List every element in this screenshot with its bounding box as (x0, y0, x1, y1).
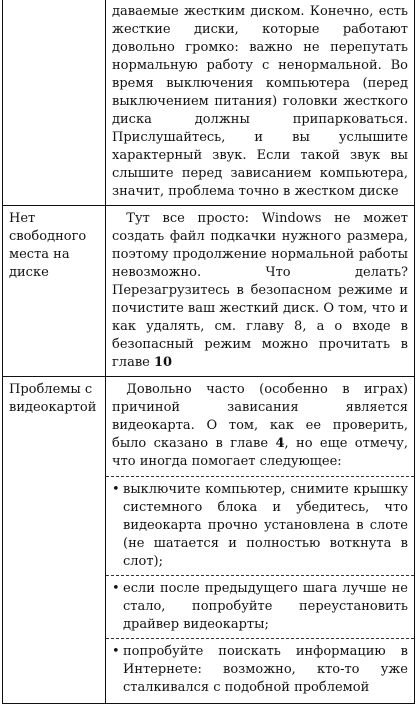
chapter-reference: 10 (153, 355, 173, 370)
list-item (106, 638, 414, 699)
solution-text: Довольно часто (особенно в играх) причиной зависания является видеокарта. О том, как ее проверить, было сказано в главе (112, 382, 408, 451)
list-item-text: попробуйте поискать информацию в Интернете: возможно, кто-то уже сталкивался с подобной проблемой (123, 644, 408, 695)
bullet-list (106, 476, 414, 699)
solution-cell (106, 0, 415, 206)
solution-text: , но еще отмечу, что иногда помогает следующее: (112, 436, 409, 469)
solution-text: Тут все просто: Windows не может создать файл подкачки нужного размера, поэтому продолжение нормальной работы невозможно. Что делать? Перезагрузитесь в безопасном режиме и почистите ваш жесткий диск. О том, что и как удалять, см. главу 8, а о входе в безопасный режим можно прочитать в главе (112, 211, 408, 370)
problem-cell: Проблемы с видеокартой (3, 377, 106, 704)
list-item (106, 575, 414, 638)
solution-paragraph (112, 210, 408, 372)
table-row (3, 0, 415, 206)
problem-cell: Нет свободного места на диске (3, 206, 106, 377)
solution-paragraph: даваемые жестким диском. Конечно, есть жесткие диски, которые работают довольно громко: важно не перепутать нормальную работу с ненормальной. Во время выключения компьютера (перед выключением питания) головки жесткого диска должны припарковаться. Прислушайтесь, и вы услышите характерный звук. Если такой звук вы слышите перед зависанием компьютера, значит, проблема точно в жестком диске (112, 4, 408, 199)
table-row (3, 206, 415, 377)
troubleshooting-table (2, 0, 415, 704)
list-item-text: если после предыдущего шага лучше не стало, попробуйте переустановить драйвер видеокарты; (123, 581, 408, 632)
solution-paragraph (112, 381, 408, 471)
list-item-text: выключите компьютер, снимите крышку системного блока и убедитесь, что видеокарта прочно установлена в слоте (не шатается и полностью воткнута в слот); (123, 482, 408, 569)
table-row (3, 377, 415, 704)
list-item (106, 476, 414, 575)
bullet-icon: • (112, 581, 120, 596)
problem-cell (3, 0, 106, 206)
bullet-icon: • (112, 482, 120, 497)
solution-cell (106, 206, 415, 377)
solution-cell (106, 377, 415, 704)
bullet-icon: • (112, 644, 120, 659)
chapter-reference: 4 (275, 436, 285, 451)
